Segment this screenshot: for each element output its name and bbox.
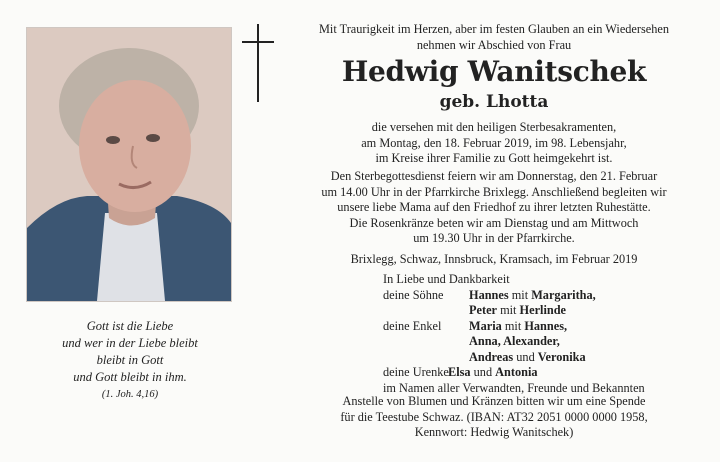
- donation-request: [278, 394, 710, 441]
- person-name: Antonia: [495, 365, 538, 379]
- verse-line: Gott ist die Liebe: [86, 319, 174, 333]
- grandchildren-row: [383, 334, 713, 350]
- family-heading: In Liebe und Dankbarkeit: [383, 272, 510, 286]
- sons-label: deine Söhne: [383, 287, 444, 302]
- grandchildren-label: deine Enkel: [383, 318, 442, 333]
- text-line: Die Rosenkränze beten wir am Dienstag und am Mittwoch: [349, 215, 639, 230]
- text-line: die versehen mit den heiligen Sterbesakramenten,: [371, 120, 617, 134]
- portrait-photo: [26, 27, 232, 302]
- intro-text: [278, 22, 710, 53]
- person-name: Veronika: [537, 349, 586, 364]
- maiden-name: geb. Lhotta: [439, 92, 549, 112]
- great-grandchildren-label: deine Urenkel: [383, 365, 453, 379]
- verse-line: bleibt in Gott: [96, 353, 164, 367]
- grandchildren-row: [383, 319, 713, 335]
- person-name: Herlinde: [519, 303, 566, 317]
- funeral-details: [278, 169, 710, 247]
- text-line: Den Sterbegottesdienst feiern wir am Donnerstag, den 21. Februar: [330, 169, 658, 183]
- great-grandchildren-entry: [448, 365, 538, 381]
- great-grandchildren-row: [383, 365, 713, 381]
- person-name: Peter: [469, 303, 497, 317]
- connector: mit: [504, 318, 522, 333]
- deceased-name: Hedwig Wanitschek: [341, 55, 647, 88]
- grandchildren-entry: Anna, Alexander,: [469, 334, 560, 348]
- grandchildren-entry: [469, 319, 567, 335]
- person-name: Maria: [469, 318, 502, 333]
- cross-icon: [240, 24, 276, 102]
- sons-row: [383, 303, 713, 319]
- text-line: Kennwort: Hedwig Wanitschek): [414, 425, 574, 439]
- connector: und: [516, 349, 535, 364]
- grandchildren-entry: [469, 350, 586, 366]
- person-name: Andreas: [469, 349, 514, 364]
- text-line: um 14.00 Uhr in der Pfarrkirche Brixlegg. Anschließend begleiten wir: [321, 184, 667, 199]
- sons-entry: [469, 288, 596, 304]
- connector: mit: [511, 287, 529, 302]
- grandchildren-row: [383, 350, 713, 366]
- verse-line: und Gott bleibt in ihm.: [73, 370, 187, 384]
- connector: mit: [500, 303, 517, 317]
- death-announcement: [278, 120, 710, 167]
- person-name: Hannes: [469, 287, 509, 302]
- sons-row: [383, 288, 713, 304]
- place-date: Brixlegg, Schwaz, Innsbruck, Kramsach, im Februar 2019: [350, 252, 638, 266]
- intro-line: nehmen wir Abschied von Frau: [416, 37, 572, 52]
- bible-verse: [30, 318, 230, 386]
- text-line: am Montag, den 18. Februar 2019, im 98. Lebensjahr,: [361, 135, 627, 150]
- sons-entry: [469, 303, 566, 319]
- verse-line: und wer in der Liebe bleibt: [62, 336, 198, 350]
- text-line: im Kreise ihrer Familie zu Gott heimgekehrt ist.: [375, 151, 613, 165]
- person-name: Hannes,: [524, 318, 568, 333]
- text-line: für die Teestube Schwaz. (IBAN: AT32 2051 0000 0000 1958,: [340, 409, 648, 424]
- text-line: um 19.30 Uhr in der Pfarrkirche.: [413, 231, 575, 245]
- intro-line: Mit Traurigkeit im Herzen, aber im festen Glauben an ein Wiedersehen: [319, 22, 669, 36]
- text-line: unsere liebe Mama auf den Friedhof zu ihrer letzten Ruhestätte.: [337, 200, 651, 214]
- portrait-illustration: [27, 28, 231, 301]
- family-closing: im Namen aller Verwandten, Freunde und Bekannten: [383, 380, 645, 395]
- family-heading-row: [383, 272, 713, 288]
- connector: und: [473, 365, 493, 379]
- text-line: Anstelle von Blumen und Kränzen bitten wir um eine Spende: [342, 394, 646, 408]
- family-list: [383, 272, 713, 396]
- verse-reference: (1. Joh. 4,16): [101, 389, 159, 400]
- person-name: Elsa: [448, 365, 471, 379]
- person-name: Margaritha,: [531, 287, 596, 302]
